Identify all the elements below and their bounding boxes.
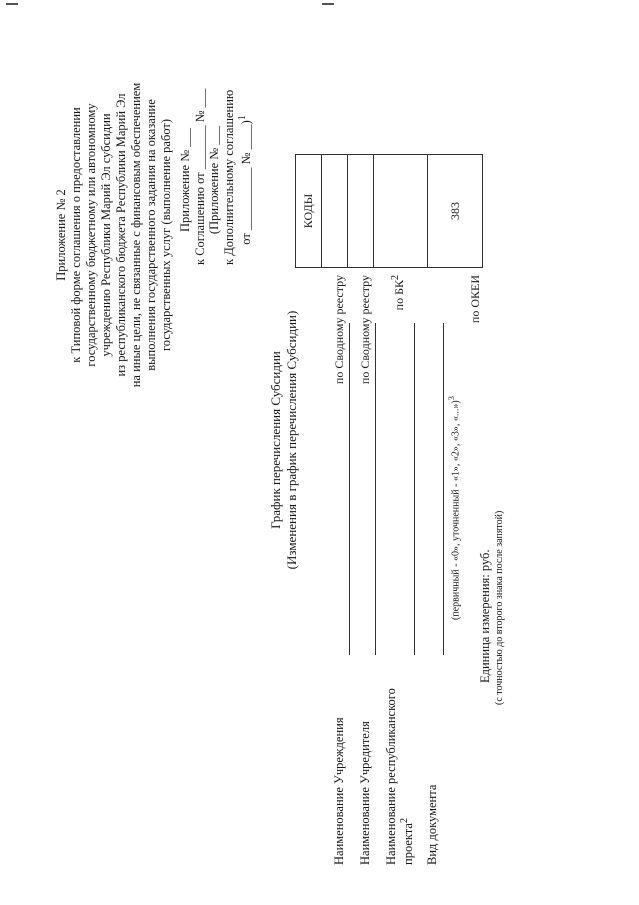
- agreement-reference: [178, 88, 254, 265]
- annex-line: государственных услуг (выполнение работ): [159, 118, 173, 352]
- footnote-mark: 3: [447, 396, 456, 401]
- founder-label: Наименование Учредителя: [358, 721, 372, 865]
- institution-label: Наименование Учреждения: [332, 717, 346, 865]
- project-line: [414, 323, 415, 655]
- codes-header: КОДЫ: [296, 155, 322, 268]
- document-heading: [268, 275, 299, 605]
- code-cell-registry-1: [322, 155, 348, 268]
- agreement-line: (Приложение № ___: [207, 125, 221, 235]
- doc-type-line: [443, 323, 444, 655]
- code-cell-registry-2: [348, 155, 374, 268]
- bk-code-label: по $БК^2$: [390, 275, 406, 311]
- unit-label: Единица измерения: руб.: [478, 549, 492, 683]
- footnote-mark: 2: [390, 275, 401, 280]
- registry-code-label: по Сводному реестру: [332, 275, 346, 385]
- founder-line: [375, 323, 376, 655]
- annex-line: выполнения государственного задания на оказание: [144, 99, 158, 371]
- footnote-mark: 2: [399, 818, 410, 824]
- agreement-line: к Дополнительному соглашению: [221, 89, 236, 265]
- agreement-line: Приложение № ___: [178, 127, 192, 233]
- annex-line: на иные цели, не связанные с финансовым обеспечением: [129, 82, 143, 388]
- footnote-mark: 1: [237, 115, 248, 121]
- doc-type-label: Вид документа: [425, 784, 439, 865]
- code-cell-okei: 383: [428, 155, 483, 268]
- annex-line: государственному бюджетному или автономному: [84, 103, 98, 367]
- agreement-line: к Соглашению от _______ № ___: [192, 88, 207, 265]
- annex-line: из республиканского бюджета Республики Марий Эл: [114, 93, 128, 377]
- unit-hint: (с точностью до второго знака после запятой): [494, 510, 505, 705]
- agreement-line: от __________ № ____)$^1$: [237, 115, 254, 245]
- doc-type-hint: (первичный - «0», уточненный - «1», «2», «3», «...»)$^3$: [447, 396, 462, 620]
- document-subtitle: (Изменения в график перечисления Субсидии): [283, 310, 299, 570]
- codes-table: [295, 154, 483, 268]
- project-label: Наименование республиканского проекта$^2$: [384, 688, 416, 865]
- code-cell-bk: [374, 155, 428, 268]
- annex-title: Приложение № 2: [54, 189, 68, 281]
- annex-line: учреждению Республики Марий Эл субсидии: [99, 113, 113, 357]
- okei-code-label: по ОКЕИ: [468, 275, 482, 324]
- institution-line: [349, 323, 350, 655]
- document-title: График перечисления Субсидии: [268, 351, 283, 529]
- annex-line: к Типовой форме соглашения о предоставлении: [69, 107, 83, 363]
- annex-block: [54, 5, 174, 465]
- registry-code-label: по Сводному реестру: [358, 275, 372, 385]
